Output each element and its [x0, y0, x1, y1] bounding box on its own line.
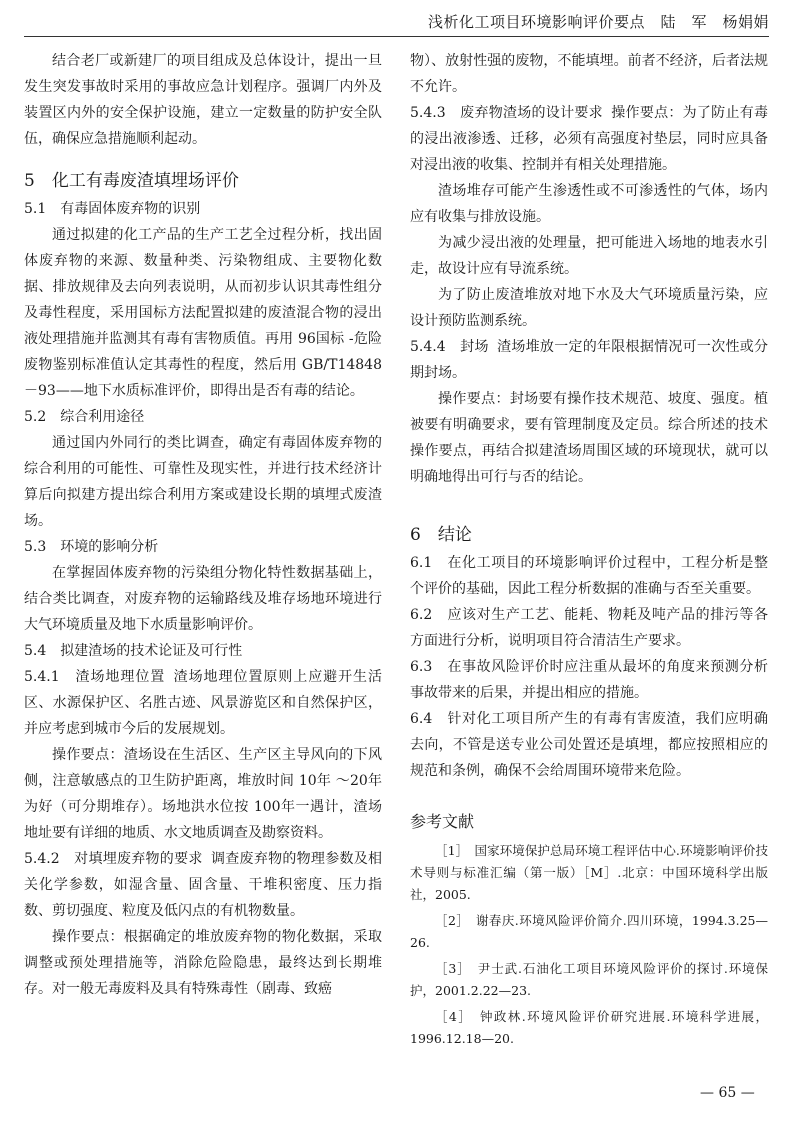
section-5-2-heading: 5.2 综合利用途径	[24, 409, 145, 425]
right-column	[410, 48, 768, 1050]
reference-item: ［2］ 谢春庆.环境风险评价简介.四川环境，1994.3.25—26.	[410, 913, 768, 950]
reference-item: ［3］ 尹士武.石油化工项目环境风险评价的探讨.环境保护，2001.2.22—23.	[410, 961, 768, 998]
section-5-4-2-paragraph	[24, 846, 382, 924]
running-header	[24, 10, 769, 37]
section-5-4-3-label: 5.4.3 废弃物渣场的设计要求	[410, 105, 603, 121]
references-heading: 参考文献	[410, 812, 475, 831]
section-5-4-heading: 5.4 拟建渣场的技术论证及可行性	[24, 643, 243, 659]
intro-paragraph: 结合老厂或新建厂的项目组成及总体设计，提出一旦发生突发事故时采用的事故应急计划程序。强调厂内外及装置区内外的安全保护设施，建立一定数量的防护安全队伍，确保应急措施顺利起动。	[24, 53, 382, 147]
conclusion-6-4: 6.4 针对化工项目所产生的有毒有害废渣，我们应明确去向，不管是送专业公司处置还是填埋，都应按照相应的规范和条例，确保不会给周围环境带来危险。	[410, 711, 768, 779]
section-5-4-1-paragraph	[24, 664, 382, 742]
section-5-4-1-label: 5.4.1 渣场地理位置	[24, 669, 166, 685]
section-5-4-2-label: 5.4.2 对填埋废弃物的要求	[24, 851, 203, 867]
running-title: 浅析化工项目环境影响评价要点 陆 军 杨娟娟	[427, 13, 769, 31]
monitoring-paragraph: 为了防止废渣堆放对地下水及大气环境质量污染，应设计预防监测系统。	[410, 287, 768, 329]
reference-item: ［1］ 国家环境保护总局环境工程评估中心.环境影响评价技术导则与标准汇编（第一版）［M］.北京：中国环境科学出版社，2005.	[410, 843, 768, 902]
page-number: — 65 —	[700, 1085, 755, 1101]
left-column	[24, 48, 382, 1002]
reference-item: ［4］ 钟政林.环境风险评价研究进展.环境科学进展，1996.12.18—20.	[410, 1009, 768, 1046]
section-5-4-3-paragraph	[410, 100, 768, 178]
section-5-1-heading: 5.1 有毒固体废弃物的识别	[24, 201, 201, 217]
continued-paragraph: 物）、放射性强的废物，不能填埋。前者不经济，后者法规不允许。	[410, 53, 768, 95]
section-5-4-4-label: 5.4.4 封场	[410, 339, 489, 355]
section-5-heading: 5 化工有毒废渣填埋场评价	[24, 171, 239, 191]
section-5-4-4-paragraph	[410, 334, 768, 386]
section-5-4-2-operation: 操作要点：根据确定的堆放废弃物的物化数据，采取调整或预处理措施等，消除危险隐患，最终达到长期堆存。对一般无毒废料及具有特殊毒性（剧毒、致癌	[24, 929, 382, 997]
conclusion-6-2: 6.2 应该对生产工艺、能耗、物耗及吨产品的排污等各方面进行分析，说明项目符合清洁生产要求。	[410, 607, 768, 649]
gas-paragraph: 渣场堆存可能产生渗透性或不可渗透性的气体，场内应有收集与排放设施。	[410, 183, 768, 225]
conclusion-6-1: 6.1 在化工项目的环境影响评价过程中，工程分析是整个评价的基础，因此工程分析数据的准确与否至关重要。	[410, 555, 768, 597]
section-5-3-heading: 5.3 环境的影响分析	[24, 539, 159, 555]
section-5-4-4-text: 渣场堆放一定的年限根据情况可一次性或分期封场。	[410, 339, 769, 381]
drainage-paragraph: 为减少浸出液的处理量，把可能进入场地的地表水引走，故设计应有导流系统。	[410, 235, 768, 277]
conclusion-6-3: 6.3 在事故风险评价时应注重从最坏的角度来预测分析事故带来的后果，并提出相应的措施。	[410, 659, 768, 701]
section-5-4-1-operation: 操作要点：渣场设在生活区、生产区主导风向的下风侧，注意敏感点的卫生防护距离，堆放时间 10年 ～20年为好（可分期堆存）。场地洪水位按 100年一遇计，渣场地址要有详细的地质、水文地质调查及勘察资料。	[24, 747, 382, 841]
section-5-4-2-text: 调查废弃物的物理参数及相关化学参数，如湿含量、固含量、干堆积密度、压力指数、剪切强度、粒度及低闪点的有机物数量。	[24, 851, 383, 919]
section-5-1-paragraph: 通过拟建的化工产品的生产工艺全过程分析，找出固体废弃物的来源、数量种类、污染物组成、主要物化数据、排放规律及去向列表说明，从而初步认识其毒性组分及毒性程度，采用国标方法配置拟建的废渣混合物的浸出液处理措施并监测其有毒有害物质值。再用 96国标 -危险废物鉴别标准值认定其毒性的程度，然后用 GB/T14848－93——地下水质标准评价，即得出是否有毒的结论。	[24, 227, 382, 399]
section-5-4-1-text: 渣场地理位置原则上应避开生活区、水源保护区、名胜古迹、风景游览区和自然保护区，并应考虑到城市今后的发展规划。	[24, 669, 383, 737]
section-6-heading: 6 结论	[410, 525, 472, 545]
section-5-3-paragraph: 在掌握固体废弃物的污染组分物化特性数据基础上，结合类比调查，对废弃物的运输路线及堆存场地环境进行大气环境质量及地下水质量影响评价。	[24, 565, 382, 633]
section-5-4-4-operation: 操作要点：封场要有操作技术规范、坡度、强度。植被要有明确要求，要有管理制度及定员。综合所述的技术操作要点，再结合拟建渣场周围区域的环境现状，就可以明确地得出可行与否的结论。	[410, 391, 768, 485]
section-5-2-paragraph: 通过国内外同行的类比调查，确定有毒固体废弃物的综合利用的可能性、可靠性及现实性，并进行技术经济计算后向拟建方提出综合利用方案或建设长期的填埋式废渣场。	[24, 435, 382, 529]
section-5-4-3-text: 操作要点：为了防止有毒的浸出液渗透、迁移，必须有高强度衬垫层，同时应具备对浸出液的收集、控制并有相关处理措施。	[410, 105, 769, 173]
